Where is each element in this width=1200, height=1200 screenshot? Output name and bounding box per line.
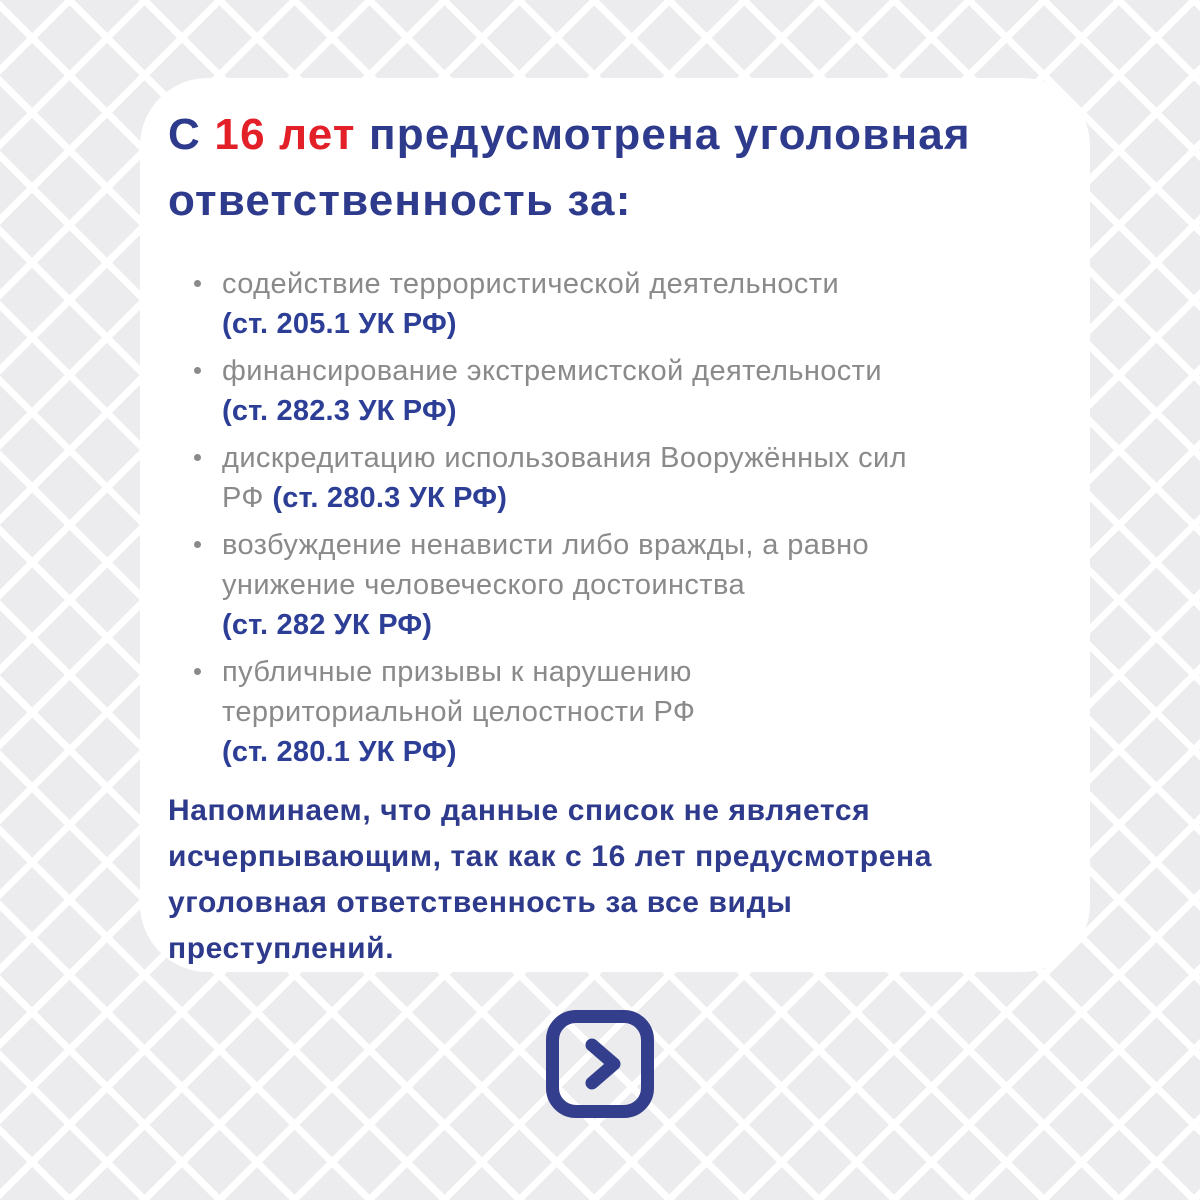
offense-text-line: финансирование экстремистской деятельности (222, 355, 882, 387)
offense-text-line: содействие террористической деятельности (222, 268, 840, 300)
offense-text-line: возбуждение ненависти либо вражды, а равно (222, 529, 870, 561)
title-age-highlight: 16 лет (214, 110, 356, 159)
offense-item (168, 264, 1054, 344)
offense-item (168, 351, 1054, 431)
offense-item (168, 525, 1054, 645)
next-button[interactable] (546, 1010, 654, 1118)
offense-list (168, 264, 1054, 772)
offense-text-line: территориальной целостности РФ (222, 696, 696, 728)
title-line2: ответственность за: (168, 176, 632, 225)
offense-text-line: публичные призывы к нарушению (222, 656, 692, 688)
offense-item (168, 438, 1054, 518)
page-title (168, 102, 1054, 234)
offense-article-ref: (ст. 205.1 УК РФ) (222, 308, 457, 340)
chevron-right-icon (575, 1033, 631, 1095)
offense-article-ref: (ст. 280.3 УК РФ) (272, 482, 508, 514)
offense-text-line: унижение человеческого достоинства (222, 569, 745, 601)
offense-article-ref: (ст. 282 УК РФ) (222, 609, 433, 641)
offense-article-ref: (ст. 282.3 УК РФ) (222, 395, 457, 427)
offense-text-line: дискредитацию использования Вооружённых сил (222, 442, 907, 474)
note-text: Напоминаем, что данные список не является исчерпывающим, так как с 16 лет предусмотрена уголовная ответственность за все виды преступлений. (168, 794, 933, 965)
title-line1-rest: предусмотрена уголовная (355, 110, 971, 159)
offense-article-ref: (ст. 280.1 УК РФ) (222, 736, 457, 768)
title-prefix: С (168, 110, 215, 159)
offense-text-line: РФ (222, 482, 264, 514)
offense-item (168, 652, 1054, 772)
content-card (140, 78, 1090, 972)
